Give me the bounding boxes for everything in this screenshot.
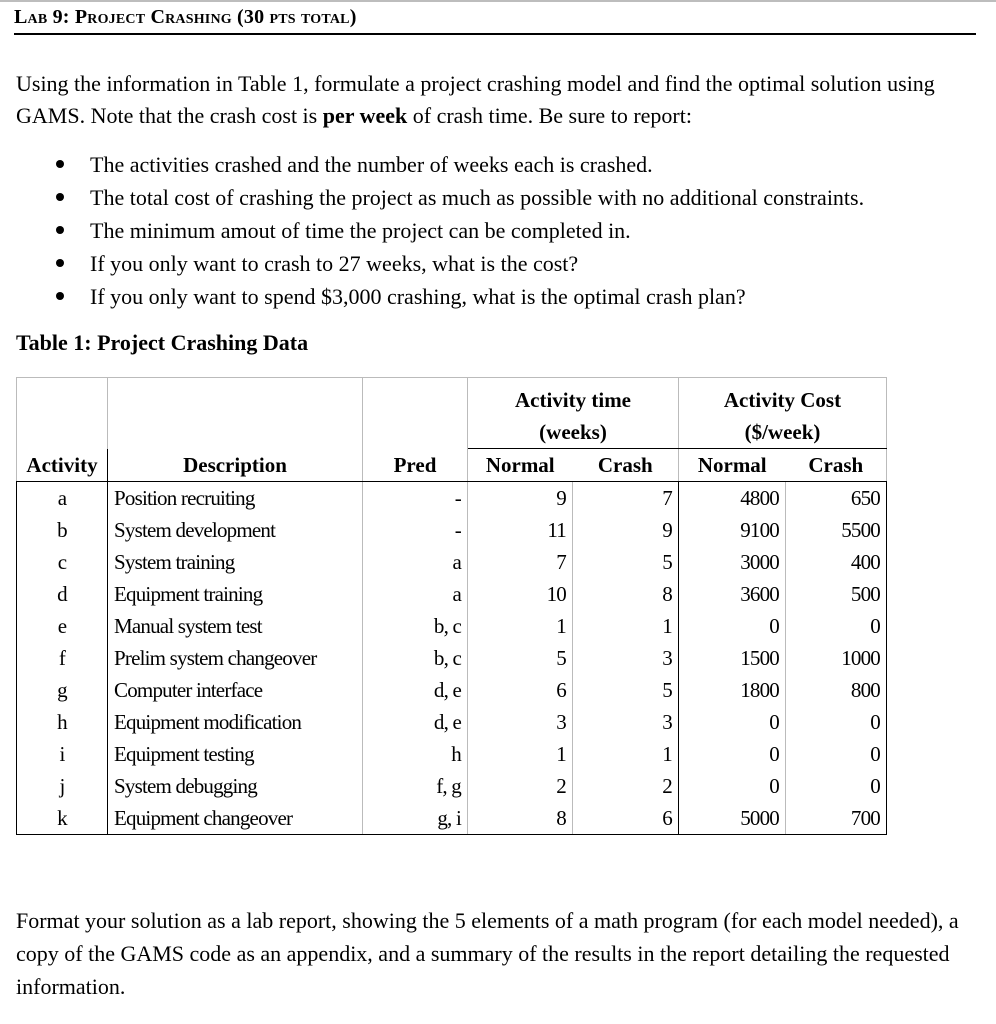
cell-cost-crash: 500 — [786, 578, 887, 610]
cell-cost-normal: 0 — [679, 738, 786, 770]
cell-time-crash: 1 — [573, 738, 679, 770]
bullet-dot-icon — [56, 259, 64, 267]
cell-cost-crash: 650 — [786, 482, 887, 515]
cell-cost-normal: 1500 — [679, 642, 786, 674]
bullet-dot-icon — [56, 226, 64, 234]
cell-time-normal: 2 — [468, 770, 573, 802]
requirement-item — [16, 280, 864, 313]
requirement-item — [16, 181, 864, 214]
cell-pred: h — [363, 738, 468, 770]
cell-description: Manual system test — [108, 610, 363, 642]
table-column-header-row — [17, 449, 887, 482]
cell-pred: a — [363, 578, 468, 610]
requirement-text: If you only want to crash to 27 weeks, what is the cost? — [90, 251, 579, 276]
cell-description: Computer interface — [108, 674, 363, 706]
heading-rule — [14, 33, 976, 35]
cell-time-crash: 1 — [573, 610, 679, 642]
activity-cost-header-line: ($/week) — [744, 420, 821, 444]
requirement-item — [16, 247, 864, 280]
activity-cost-header — [679, 378, 887, 449]
cell-cost-normal: 5000 — [679, 802, 786, 835]
cell-description: Equipment testing — [108, 738, 363, 770]
cell-pred: b, c — [363, 642, 468, 674]
cell-cost-crash: 700 — [786, 802, 887, 835]
cell-pred: g, i — [363, 802, 468, 835]
table-group-header-row — [17, 378, 887, 449]
cell-pred: - — [363, 482, 468, 515]
cell-cost-normal: 9100 — [679, 514, 786, 546]
empty-header-description — [108, 378, 363, 449]
cell-description: Equipment training — [108, 578, 363, 610]
requirement-text: The total cost of crashing the project as much as possible with no additional constraints. — [90, 185, 865, 210]
table-body — [17, 482, 887, 835]
cell-activity: i — [17, 738, 108, 770]
cell-cost-crash: 5500 — [786, 514, 887, 546]
intro-text-after: of crash time. Be sure to report: — [407, 103, 692, 128]
cell-time-normal: 8 — [468, 802, 573, 835]
cell-pred: d, e — [363, 674, 468, 706]
cell-description: Equipment modification — [108, 706, 363, 738]
cell-time-normal: 7 — [468, 546, 573, 578]
footer-paragraph: Format your solution as a lab report, showing the 5 elements of a math program (for each model needed), a copy of the GAMS code as an appendix, and a summary of the results in the report detailing the requested information. — [16, 908, 959, 999]
lab-heading: Lab 9: Project Crashing (30 pts total) — [14, 6, 357, 28]
cell-pred: f, g — [363, 770, 468, 802]
requirement-text: If you only want to spend $3,000 crashing, what is the optimal crash plan? — [90, 284, 746, 309]
column-header-time-normal: Normal — [468, 449, 573, 482]
cell-time-normal: 5 — [468, 642, 573, 674]
cell-description: System development — [108, 514, 363, 546]
intro-bold-text: per week — [322, 103, 408, 128]
cell-activity: h — [17, 706, 108, 738]
bullet-dot-icon — [56, 292, 64, 300]
table-caption: Table 1: Project Crashing Data — [16, 330, 309, 355]
column-header-time-crash: Crash — [573, 449, 679, 482]
table-row — [17, 514, 887, 546]
cell-cost-normal: 4800 — [679, 482, 786, 515]
activity-cost-header-line: Activity Cost — [723, 388, 842, 412]
cell-time-normal: 1 — [468, 610, 573, 642]
cell-cost-crash: 0 — [786, 738, 887, 770]
activity-time-header — [468, 378, 679, 449]
cell-cost-crash: 400 — [786, 546, 887, 578]
cell-cost-crash: 0 — [786, 610, 887, 642]
cell-activity: g — [17, 674, 108, 706]
cell-activity: d — [17, 578, 108, 610]
cell-pred: d, e — [363, 706, 468, 738]
activity-time-header-line: Activity time — [514, 388, 632, 412]
cell-activity: k — [17, 802, 108, 835]
cell-activity: a — [17, 482, 108, 515]
bullet-dot-icon — [56, 160, 64, 168]
cell-activity: j — [17, 770, 108, 802]
table-row — [17, 578, 887, 610]
cell-description: Equipment changeover — [108, 802, 363, 835]
requirement-item — [16, 148, 864, 181]
cell-time-normal: 11 — [468, 514, 573, 546]
empty-header-pred — [363, 378, 468, 449]
cell-cost-crash: 800 — [786, 674, 887, 706]
cell-activity: e — [17, 610, 108, 642]
cell-time-crash: 8 — [573, 578, 679, 610]
cell-activity: c — [17, 546, 108, 578]
table-row — [17, 546, 887, 578]
cell-time-crash: 5 — [573, 546, 679, 578]
cell-cost-normal: 1800 — [679, 674, 786, 706]
cell-description: System debugging — [108, 770, 363, 802]
cell-cost-crash: 1000 — [786, 642, 887, 674]
table-row — [17, 802, 887, 835]
top-border — [0, 0, 996, 2]
requirement-text: The minimum amout of time the project can be completed in. — [90, 218, 631, 243]
cell-pred: b, c — [363, 610, 468, 642]
cell-description: Position recruiting — [108, 482, 363, 515]
cell-description: Prelim system changeover — [108, 642, 363, 674]
cell-pred: - — [363, 514, 468, 546]
column-header-activity: Activity — [17, 449, 108, 482]
cell-time-normal: 9 — [468, 482, 573, 515]
table-row — [17, 610, 887, 642]
cell-time-crash: 3 — [573, 642, 679, 674]
requirements-list — [16, 148, 864, 313]
cell-cost-crash: 0 — [786, 706, 887, 738]
cell-time-normal: 10 — [468, 578, 573, 610]
cell-cost-normal: 0 — [679, 770, 786, 802]
cell-cost-normal: 0 — [679, 706, 786, 738]
table-row — [17, 482, 887, 515]
cell-activity: b — [17, 514, 108, 546]
column-header-cost-crash: Crash — [786, 449, 887, 482]
cell-cost-normal: 3600 — [679, 578, 786, 610]
table-row — [17, 738, 887, 770]
cell-time-crash: 9 — [573, 514, 679, 546]
cell-cost-crash: 0 — [786, 770, 887, 802]
intro-paragraph — [16, 68, 976, 132]
cell-time-crash: 7 — [573, 482, 679, 515]
cell-time-crash: 5 — [573, 674, 679, 706]
activity-time-header-line: (weeks) — [539, 420, 607, 444]
cell-time-normal: 3 — [468, 706, 573, 738]
cell-pred: a — [363, 546, 468, 578]
empty-header-activity — [17, 378, 108, 449]
table-row — [17, 674, 887, 706]
requirement-text: The activities crashed and the number of weeks each is crashed. — [90, 152, 653, 177]
table-row — [17, 770, 887, 802]
bullet-dot-icon — [56, 193, 64, 201]
column-header-description: Description — [108, 449, 363, 482]
cell-activity: f — [17, 642, 108, 674]
intro-text-before: Using the information in Table 1, formulate a project crashing model and find the optimal solution using GAMS. Note that the crash cost is — [16, 71, 935, 128]
cell-description: System training — [108, 546, 363, 578]
project-crashing-table — [16, 377, 887, 835]
cell-cost-normal: 3000 — [679, 546, 786, 578]
table-row — [17, 706, 887, 738]
column-header-pred: Pred — [363, 449, 468, 482]
cell-time-crash: 3 — [573, 706, 679, 738]
requirement-item — [16, 214, 864, 247]
cell-time-crash: 2 — [573, 770, 679, 802]
cell-time-crash: 6 — [573, 802, 679, 835]
cell-cost-normal: 0 — [679, 610, 786, 642]
column-header-cost-normal: Normal — [679, 449, 786, 482]
cell-time-normal: 6 — [468, 674, 573, 706]
cell-time-normal: 1 — [468, 738, 573, 770]
table-row — [17, 642, 887, 674]
